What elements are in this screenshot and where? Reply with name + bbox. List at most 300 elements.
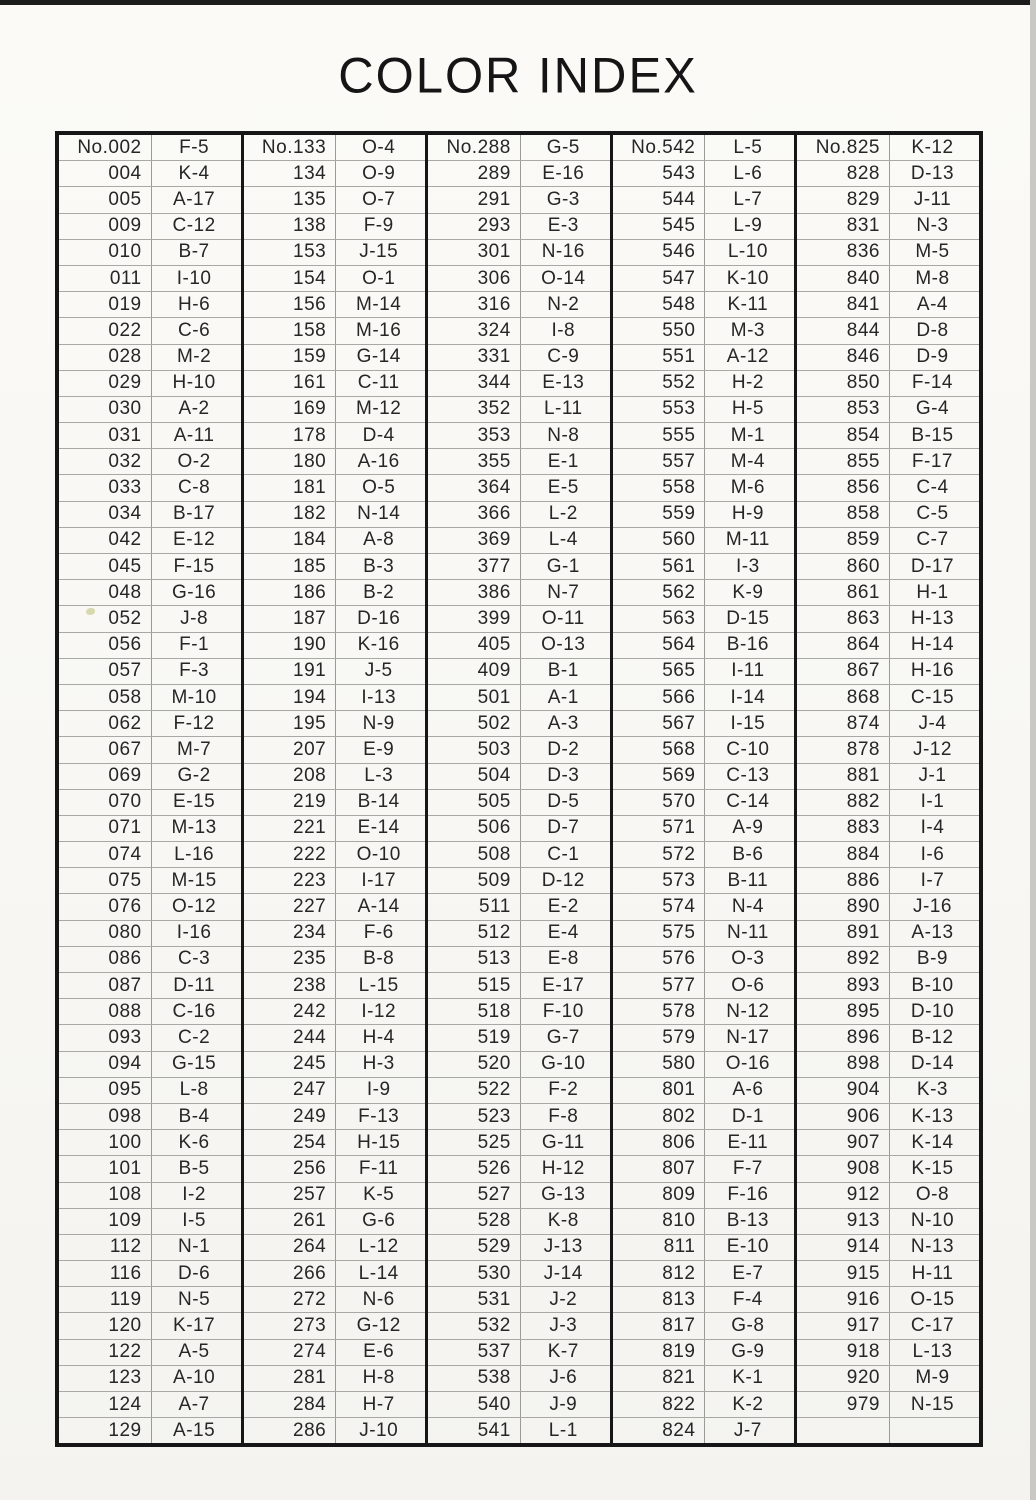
color-number-cell: 009	[59, 214, 152, 239]
grid-code-cell: F-9	[363, 215, 394, 237]
grid-code-cell: C-15	[910, 686, 955, 708]
grid-code-cell: D-11	[173, 974, 215, 996]
table-row	[59, 1051, 241, 1077]
color-number-cell: 135	[244, 187, 337, 212]
grid-code-cell: L-7	[733, 188, 763, 210]
grid-code-cell: E-16	[542, 162, 585, 184]
table-row	[797, 291, 979, 317]
color-number-cell: 856	[797, 475, 890, 500]
color-number-cell: 907	[797, 1130, 890, 1155]
table-row	[244, 736, 426, 762]
color-number-cell: 272	[244, 1287, 337, 1312]
color-number-cell: 509	[428, 868, 521, 893]
grid-code-cell: J-9	[549, 1393, 578, 1415]
table-row	[428, 317, 610, 343]
table-row	[613, 291, 795, 317]
table-row	[797, 605, 979, 631]
table-row	[428, 998, 610, 1024]
color-number-cell: 221	[244, 816, 337, 841]
color-number-cell: 129	[59, 1418, 152, 1443]
table-row	[244, 1051, 426, 1077]
table-row	[59, 1103, 241, 1129]
color-number-cell: 074	[59, 842, 152, 867]
table-row	[428, 422, 610, 448]
grid-code-cell: E-6	[363, 1341, 395, 1363]
grid-code-cell: I-1	[920, 791, 945, 813]
color-number-cell: 841	[797, 292, 890, 317]
color-number-cell: 011	[59, 266, 152, 291]
color-number-cell: 855	[797, 449, 890, 474]
grid-code-cell: B-15	[911, 424, 954, 446]
table-row	[428, 1391, 610, 1417]
color-number-cell: 575	[613, 921, 706, 946]
grid-code-cell: M-15	[171, 869, 217, 891]
table-row	[428, 658, 610, 684]
table-row	[428, 1260, 610, 1286]
grid-code-cell: G-14	[356, 346, 401, 368]
grid-code-cell: K-9	[732, 581, 764, 603]
grid-code-cell: O-16	[725, 1053, 770, 1075]
color-number-cell: 572	[613, 842, 706, 867]
grid-code-cell: J-7	[733, 1419, 762, 1441]
grid-code-cell: O-13	[541, 634, 586, 656]
color-number-cell: 409	[428, 659, 521, 684]
grid-code-cell: I-10	[176, 267, 212, 289]
table-row	[797, 370, 979, 396]
table-row	[244, 448, 426, 474]
color-number-cell: 242	[244, 999, 337, 1024]
table-row	[244, 344, 426, 370]
table-row	[244, 998, 426, 1024]
color-number-cell: 867	[797, 659, 890, 684]
color-number-cell: 238	[244, 973, 337, 998]
grid-code-cell: B-16	[726, 634, 769, 656]
color-number-cell: 831	[797, 214, 890, 239]
table-row	[613, 893, 795, 919]
table-row	[613, 553, 795, 579]
table-row	[428, 186, 610, 212]
color-number-cell: 005	[59, 187, 152, 212]
page-title: COLOR INDEX	[338, 48, 698, 104]
grid-code-cell: F-13	[358, 1105, 400, 1127]
color-number-cell: 093	[59, 1025, 152, 1050]
color-number-cell: 042	[59, 528, 152, 553]
color-number-cell: 301	[428, 240, 521, 265]
table-row	[59, 396, 241, 422]
color-number-cell: 822	[613, 1392, 706, 1417]
color-number-cell: 366	[428, 502, 521, 527]
table-row	[244, 632, 426, 658]
color-number-cell: 515	[428, 973, 521, 998]
color-number-cell: 878	[797, 737, 890, 762]
color-number-cell: 088	[59, 999, 152, 1024]
color-number-cell: 194	[244, 685, 337, 710]
color-number-cell: 512	[428, 921, 521, 946]
table-row	[797, 1365, 979, 1391]
grid-code-cell: N-6	[362, 1288, 395, 1310]
table-row	[428, 1051, 610, 1077]
color-number-cell: 508	[428, 842, 521, 867]
color-number-cell: 123	[59, 1366, 152, 1391]
table-row	[59, 1155, 241, 1181]
color-number-cell: 120	[59, 1313, 152, 1338]
table-row	[797, 1155, 979, 1181]
table-row	[613, 815, 795, 841]
color-number-cell: 261	[244, 1209, 337, 1234]
table-row	[244, 579, 426, 605]
grid-code-cell: N-2	[547, 293, 580, 315]
color-number-cell: 890	[797, 894, 890, 919]
grid-code-cell: H-6	[178, 293, 211, 315]
grid-code-cell: A-1	[547, 686, 579, 708]
grid-code-cell: D-8	[916, 319, 949, 341]
color-number-cell: 324	[428, 318, 521, 343]
color-number-cell: 895	[797, 999, 890, 1024]
color-number-cell: 918	[797, 1340, 890, 1365]
table-row	[59, 553, 241, 579]
color-number-cell: 352	[428, 397, 521, 422]
table-row	[613, 474, 795, 500]
grid-code-cell: N-16	[541, 241, 585, 263]
grid-code-cell: F-16	[727, 1184, 769, 1206]
table-row	[428, 474, 610, 500]
color-number-cell: 828	[797, 161, 890, 186]
color-number-cell: 810	[613, 1209, 706, 1234]
grid-code-cell: K-13	[911, 1105, 954, 1127]
color-number-cell: 100	[59, 1130, 152, 1155]
grid-code-cell: H-8	[362, 1367, 395, 1389]
color-number-cell: 523	[428, 1104, 521, 1129]
color-number-cell: 917	[797, 1313, 890, 1338]
grid-code-cell: N-17	[726, 1026, 770, 1048]
table-row	[797, 1024, 979, 1050]
grid-code-cell: M-3	[730, 319, 765, 341]
table-row	[428, 1208, 610, 1234]
table-row	[59, 1129, 241, 1155]
color-number-cell: 222	[244, 842, 337, 867]
color-number-cell: 249	[244, 1104, 337, 1129]
table-column-group-3	[425, 135, 610, 1443]
color-number-cell: 138	[244, 214, 337, 239]
color-number-cell: 075	[59, 868, 152, 893]
color-number-cell: 281	[244, 1366, 337, 1391]
grid-code-cell: K-2	[732, 1393, 764, 1415]
color-number-cell: 505	[428, 790, 521, 815]
table-row	[244, 710, 426, 736]
grid-code-cell: E-3	[547, 215, 579, 237]
color-number-cell: 208	[244, 764, 337, 789]
color-number-cell: No.825	[797, 135, 890, 160]
table-row	[613, 239, 795, 265]
table-row	[59, 893, 241, 919]
table-row	[244, 1312, 426, 1338]
table-row	[59, 710, 241, 736]
table-row	[59, 815, 241, 841]
color-number-cell: 573	[613, 868, 706, 893]
grid-code-cell: N-12	[726, 1000, 770, 1022]
table-row	[797, 867, 979, 893]
table-row	[613, 160, 795, 186]
table-row	[428, 605, 610, 631]
table-row	[797, 658, 979, 684]
table-row	[244, 1155, 426, 1181]
table-row	[797, 946, 979, 972]
grid-code-cell: D-10	[910, 1000, 955, 1022]
table-row	[59, 1286, 241, 1312]
table-row	[428, 789, 610, 815]
table-row	[59, 1365, 241, 1391]
color-number-cell: 274	[244, 1340, 337, 1365]
color-number-cell: 316	[428, 292, 521, 317]
table-row	[613, 422, 795, 448]
table-row	[613, 370, 795, 396]
color-number-cell: 574	[613, 894, 706, 919]
table-row	[428, 893, 610, 919]
table-row	[59, 186, 241, 212]
grid-code-cell: E-5	[547, 477, 579, 499]
grid-code-cell: F-15	[173, 555, 215, 577]
table-row	[59, 579, 241, 605]
grid-code-cell: A-7	[178, 1393, 210, 1415]
table-row	[797, 972, 979, 998]
color-number-cell: 291	[428, 187, 521, 212]
color-number-cell: 501	[428, 685, 521, 710]
table-row	[59, 344, 241, 370]
color-number-cell: 806	[613, 1130, 706, 1155]
color-number-cell: 566	[613, 685, 706, 710]
color-number-cell: 191	[244, 659, 337, 684]
table-row	[428, 1339, 610, 1365]
grid-code-cell: F-12	[173, 712, 215, 734]
color-number-cell: 071	[59, 816, 152, 841]
grid-code-cell: N-9	[362, 712, 395, 734]
grid-code-cell: C-12	[172, 215, 216, 237]
color-index-table	[55, 131, 983, 1447]
grid-code-cell: L-8	[179, 1079, 209, 1101]
color-number-cell: 571	[613, 816, 706, 841]
grid-code-cell: E-1	[547, 450, 579, 472]
color-number-cell: 306	[428, 266, 521, 291]
table-row	[797, 998, 979, 1024]
table-row	[428, 841, 610, 867]
color-number-cell: 809	[613, 1183, 706, 1208]
color-number-cell: 559	[613, 502, 706, 527]
table-row	[613, 1129, 795, 1155]
color-number-cell: 087	[59, 973, 152, 998]
color-number-cell: 868	[797, 685, 890, 710]
grid-code-cell: L-9	[733, 215, 763, 237]
table-row	[797, 1260, 979, 1286]
table-row	[428, 1234, 610, 1260]
grid-code-cell: K-14	[911, 1131, 954, 1153]
color-number-cell: 399	[428, 606, 521, 631]
table-row	[613, 920, 795, 946]
color-number-cell: 161	[244, 371, 337, 396]
color-number-cell: 101	[59, 1156, 152, 1181]
grid-code-cell: I-17	[361, 869, 397, 891]
color-number-cell: 033	[59, 475, 152, 500]
grid-code-cell: D-13	[910, 162, 955, 184]
color-number-cell: 186	[244, 580, 337, 605]
color-number-cell: 178	[244, 423, 337, 448]
grid-code-cell: C-9	[547, 346, 580, 368]
grid-code-cell: G-12	[356, 1315, 401, 1337]
color-number-cell: 552	[613, 371, 706, 396]
table-row	[244, 1024, 426, 1050]
table-row	[797, 474, 979, 500]
table-row	[244, 213, 426, 239]
grid-code-cell: L-6	[733, 162, 763, 184]
color-number-cell: 541	[428, 1418, 521, 1443]
grid-code-cell: D-4	[362, 424, 395, 446]
table-row	[244, 396, 426, 422]
grid-code-cell: O-2	[177, 450, 211, 472]
table-row	[59, 135, 241, 160]
grid-code-cell: J-3	[549, 1315, 578, 1337]
table-row	[428, 213, 610, 239]
grid-code-cell: B-10	[911, 974, 954, 996]
color-number-cell: 122	[59, 1340, 152, 1365]
grid-code-cell: M-16	[356, 319, 402, 341]
grid-code-cell: O-6	[731, 974, 765, 996]
table-row	[244, 920, 426, 946]
grid-code-cell: N-15	[910, 1393, 955, 1415]
color-number-cell: 854	[797, 423, 890, 448]
grid-code-cell: A-12	[726, 346, 769, 368]
color-number-cell: 109	[59, 1209, 152, 1234]
color-number-cell: 811	[613, 1235, 706, 1260]
table-row	[428, 736, 610, 762]
color-number-cell: 908	[797, 1156, 890, 1181]
color-number-cell: 056	[59, 633, 152, 658]
grid-code-cell: D-2	[547, 738, 580, 760]
grid-code-cell: K-6	[178, 1131, 210, 1153]
color-number-cell: 086	[59, 947, 152, 972]
color-number-cell: 010	[59, 240, 152, 265]
color-number-cell: 266	[244, 1261, 337, 1286]
color-number-cell: 518	[428, 999, 521, 1024]
grid-code-cell: F-8	[548, 1105, 579, 1127]
grid-code-cell: K-15	[911, 1157, 954, 1179]
grid-code-cell: M-1	[730, 424, 765, 446]
grid-code-cell: F-1	[179, 634, 210, 656]
table-row	[59, 841, 241, 867]
table-row	[797, 841, 979, 867]
table-row	[59, 867, 241, 893]
grid-code-cell: H-3	[362, 1053, 395, 1075]
table-row	[244, 1260, 426, 1286]
grid-code-cell: K-16	[357, 634, 400, 656]
grid-code-cell: N-11	[726, 922, 769, 944]
grid-code-cell: G-11	[541, 1131, 585, 1153]
table-row	[244, 946, 426, 972]
grid-code-cell: A-15	[173, 1419, 216, 1441]
grid-code-cell: L-14	[358, 1262, 399, 1284]
color-number-cell: 915	[797, 1261, 890, 1286]
color-number-cell: 577	[613, 973, 706, 998]
grid-code-cell: M-10	[171, 686, 217, 708]
color-number-cell: 527	[428, 1183, 521, 1208]
color-number-cell: 906	[797, 1104, 890, 1129]
grid-code-cell: A-5	[178, 1341, 210, 1363]
table-row	[797, 1339, 979, 1365]
color-number-cell: No.542	[613, 135, 706, 160]
table-row	[613, 448, 795, 474]
color-number-cell: 537	[428, 1340, 521, 1365]
color-number-cell: 070	[59, 790, 152, 815]
grid-code-cell: G-10	[541, 1053, 586, 1075]
grid-code-cell: I-16	[176, 922, 212, 944]
table-row	[428, 265, 610, 291]
grid-code-cell: G-13	[541, 1184, 586, 1206]
table-row	[797, 893, 979, 919]
grid-code-cell: J-13	[543, 1236, 583, 1258]
grid-code-cell: D-14	[910, 1053, 955, 1075]
grid-code-cell: G-8	[731, 1315, 765, 1337]
table-row	[59, 632, 241, 658]
grid-code-cell: F-14	[911, 372, 953, 394]
grid-code-cell: E-7	[732, 1262, 764, 1284]
table-row	[797, 1234, 979, 1260]
color-number-cell: 544	[613, 187, 706, 212]
grid-code-cell: H-11	[911, 1262, 954, 1284]
color-number-cell: 158	[244, 318, 337, 343]
table-row	[613, 1208, 795, 1234]
color-number-cell: 548	[613, 292, 706, 317]
color-number-cell: 547	[613, 266, 706, 291]
table-row	[59, 1024, 241, 1050]
grid-code-cell: H-5	[731, 398, 764, 420]
table-row	[244, 1208, 426, 1234]
grid-code-cell: N-5	[178, 1288, 211, 1310]
grid-code-cell: J-5	[364, 660, 393, 682]
table-row	[244, 789, 426, 815]
grid-code-cell: O-7	[362, 188, 396, 210]
color-number-cell: 153	[244, 240, 337, 265]
grid-code-cell: F-4	[732, 1288, 763, 1310]
color-number-cell: 052	[59, 606, 152, 631]
table-row	[797, 344, 979, 370]
grid-code-cell: B-7	[178, 241, 210, 263]
table-row	[797, 1286, 979, 1312]
grid-code-cell: L-4	[548, 529, 578, 551]
table-row	[613, 344, 795, 370]
color-number-cell: 235	[244, 947, 337, 972]
table-row	[244, 893, 426, 919]
table-row	[244, 135, 426, 160]
color-number-cell: 892	[797, 947, 890, 972]
color-number-cell: 187	[244, 606, 337, 631]
table-row	[59, 527, 241, 553]
grid-code-cell: D-7	[547, 817, 580, 839]
color-number-cell: 273	[244, 1313, 337, 1338]
table-row	[613, 998, 795, 1024]
color-number-cell: 850	[797, 371, 890, 396]
table-row	[428, 684, 610, 710]
grid-code-cell: D-5	[547, 791, 580, 813]
color-number-cell: 134	[244, 161, 337, 186]
grid-code-cell: A-16	[357, 450, 400, 472]
grid-code-cell: N-14	[357, 503, 401, 525]
color-number-cell: 293	[428, 214, 521, 239]
grid-code-cell: M-6	[730, 477, 765, 499]
color-number-cell: 813	[613, 1287, 706, 1312]
color-number-cell: 802	[613, 1104, 706, 1129]
grid-code-cell: A-4	[916, 293, 948, 315]
table-row	[613, 867, 795, 893]
grid-code-cell: I-9	[366, 1079, 391, 1101]
table-row	[59, 291, 241, 317]
